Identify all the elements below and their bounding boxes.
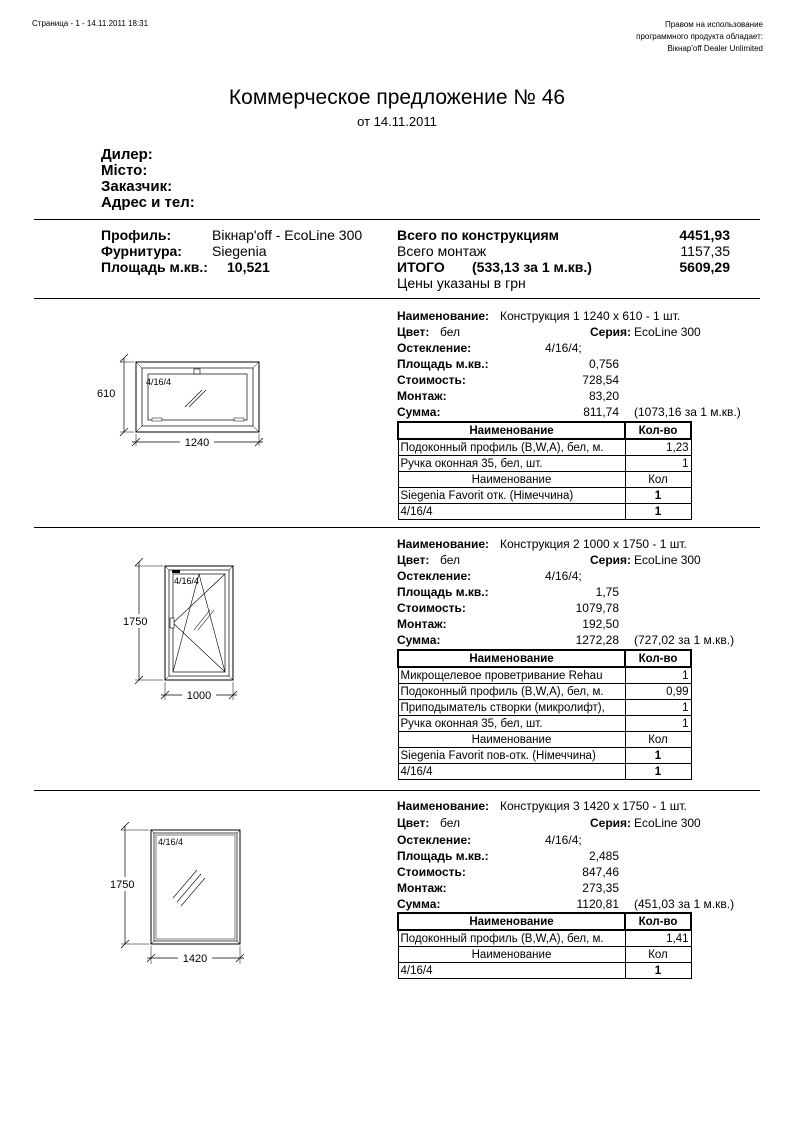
item-name: Подоконный профиль (B,W,A), бел, м. [398,684,625,700]
city-label: Місто: [101,162,148,179]
name-label-3: Наименование: [397,799,490,813]
glazing-label-2: Остекление: [397,569,472,583]
profile-value: Вікнар'off - EcoLine 300 [212,227,363,243]
col-qty-header-2: Кол [625,472,691,488]
glazing-label-3: Остекление: [397,833,472,847]
window-drawing-2 [118,558,248,706]
rights-line-3: Вікнар'off Dealer Unlimited [667,44,763,53]
col-name-header-2: Наименование [398,472,625,488]
cost-value-3: 847,46 [582,865,619,879]
profile-label: Профиль: [101,227,172,243]
drawing-width-label-1: 1240 [184,437,210,449]
glazing-label-1: Остекление: [397,341,472,355]
rights-notice [636,19,763,55]
item-qty: 1 [625,716,691,732]
drawing-glass-label-2: 4/16/4 [174,576,200,586]
color-label-2: Цвет: [397,553,430,567]
item-name: Подоконный профиль (B,W,A), бел, м. [398,439,625,456]
table-row [398,748,691,764]
hardware-label: Фурнитура: [101,243,182,259]
drawing-glass-label-3: 4/16/4 [158,837,184,847]
divider [34,527,760,528]
item-qty: 1 [625,667,691,684]
cost-value-1: 728,54 [582,373,619,387]
sum-value-2: 1272,28 [575,633,619,647]
col-qty-header-2: Кол [625,947,691,963]
item-qty: 1,23 [625,439,691,456]
install-label-2: Монтаж: [397,617,447,631]
install-value-2: 192,50 [582,617,619,631]
drawing-height-label-3: 1750 [110,879,135,891]
col-name-header-2: Наименование [398,732,625,748]
area-label-2: Площадь м.кв.: [397,585,489,599]
install-label-3: Монтаж: [397,881,447,895]
drawing-glass-label-1: 4/16/4 [146,377,172,387]
dealer-label: Дилер: [101,146,153,163]
table-subheader [398,732,691,748]
per-m2-1: (1073,16 за 1 м.кв.) [634,405,741,419]
table-row [398,504,691,520]
install-label-1: Монтаж: [397,389,447,403]
construction-name-2: Конструкция 2 1000 х 1750 - 1 шт. [500,537,687,551]
color-label-3: Цвет: [397,816,430,830]
table-header [398,650,691,667]
area-value-3: 2,485 [588,849,619,863]
color-value-2: бел [440,553,461,567]
area-value-1: 0,756 [588,357,619,371]
col-name-header: Наименование [398,422,625,439]
item-qty: 1 [625,488,691,504]
item-qty: 1 [625,764,691,780]
cost-value-2: 1079,78 [575,601,619,615]
rights-line-1: Правом на использование [665,20,763,29]
table-header [398,913,691,930]
total-install-value: 1157,35 [680,243,730,259]
sum-label-1: Сумма: [397,405,441,419]
window-drawing-1 [90,352,280,450]
item-name: Ручка оконная 35, бел, шт. [398,716,625,732]
item-qty: 1 [625,456,691,472]
sum-label-3: Сумма: [397,897,441,911]
item-name: Подоконный профиль (B,W,A), бел, м. [398,930,625,947]
sum-value-1: 811,74 [583,405,619,419]
series-value-1: EcoLine 300 [634,325,701,339]
item-qty: 1 [625,748,691,764]
area-label-3: Площадь м.кв.: [397,849,489,863]
items-table-2 [397,649,692,780]
color-value-3: бел [440,816,461,830]
col-qty-header: Кол-во [625,650,691,667]
address-label: Адрес и тел: [101,194,195,211]
series-value-2: EcoLine 300 [634,553,701,567]
series-value-3: EcoLine 300 [634,816,701,830]
table-row [398,700,691,716]
cost-label-2: Стоимость: [397,601,466,615]
table-row [398,764,691,780]
drawing-width-label-3: 1420 [182,953,208,965]
color-value-1: бел [440,325,461,339]
customer-label: Заказчик: [101,178,173,195]
item-qty: 1 [625,504,691,520]
item-name: Siegenia Favorit отк. (Німеччина) [398,488,625,504]
glazing-value-2: 4/16/4; [545,569,582,583]
per-m2-2: (727,02 за 1 м.кв.) [634,633,735,647]
total-constructions-value: 4451,93 [679,227,730,243]
glazing-value-3: 4/16/4; [545,833,582,847]
construction-name-3: Конструкция 3 1420 х 1750 - 1 шт. [500,799,687,813]
item-qty: 1 [625,963,691,979]
item-name: 4/16/4 [398,764,625,780]
sum-value-3: 1120,81 [576,897,619,911]
color-label-1: Цвет: [397,325,430,339]
table-header [398,422,691,439]
itogo-value: 5609,29 [679,259,730,275]
item-name: Приподыматель створки (микролифт), [398,700,625,716]
construction-name-1: Конструкция 1 1240 х 610 - 1 шт. [500,309,681,323]
item-name: Микрощелевое проветривание Rehau [398,667,625,684]
drawing-height-label-2: 1750 [123,616,148,628]
table-row [398,684,691,700]
total-constructions-label: Всего по конструкциям [397,227,560,243]
col-name-header-2: Наименование [398,947,625,963]
cost-label-3: Стоимость: [397,865,466,879]
window-drawing-3 [105,822,255,970]
col-name-header: Наименование [398,913,625,930]
total-install-label: Всего монтаж [397,243,487,259]
item-qty: 0,99 [625,684,691,700]
col-qty-header: Кол-во [625,913,691,930]
divider [34,298,760,299]
area-value: 10,521 [227,259,270,275]
area-label: Площадь м.кв.: [101,259,208,275]
document-date: от 14.11.2011 [357,114,437,129]
item-name: 4/16/4 [398,504,625,520]
table-row [398,963,691,979]
table-subheader [398,472,691,488]
glazing-value-1: 4/16/4; [545,341,582,355]
table-subheader [398,947,691,963]
item-qty: 1,41 [625,930,691,947]
hardware-value: Siegenia [212,243,267,259]
divider [34,219,760,220]
page-info: Страница - 1 - 14.11.2011 18:31 [32,19,149,28]
table-row [398,667,691,684]
drawing-height-label-1: 610 [97,388,116,400]
series-label-3: Серия: [590,816,632,830]
name-label-2: Наименование: [397,537,490,551]
name-label-1: Наименование: [397,309,490,323]
col-qty-header-2: Кол [625,732,691,748]
per-m2-3: (451,03 за 1 м.кв.) [634,897,735,911]
currency-note: Цены указаны в грн [397,275,526,291]
items-table-1 [397,421,692,520]
items-table-3 [397,912,692,979]
rights-line-2: программного продукта обладает: [636,32,763,41]
cost-label-1: Стоимость: [397,373,466,387]
series-label-1: Серия: [590,325,632,339]
table-row [398,488,691,504]
col-name-header: Наименование [398,650,625,667]
document-title: Коммерческое предложение № 46 [228,86,566,109]
drawing-width-label-2: 1000 [186,690,212,702]
table-row [398,716,691,732]
col-qty-header: Кол-во [625,422,691,439]
table-row [398,930,691,947]
itogo-label: ИТОГО [397,259,445,275]
area-value-2: 1,75 [595,585,619,599]
sum-label-2: Сумма: [397,633,441,647]
itogo-per-m2: (533,13 за 1 м.кв.) [472,259,592,275]
series-label-2: Серия: [590,553,632,567]
item-name: 4/16/4 [398,963,625,979]
table-row [398,439,691,456]
item-name: Ручка оконная 35, бел, шт. [398,456,625,472]
install-value-1: 83,20 [588,389,619,403]
table-row [398,456,691,472]
install-value-3: 273,35 [582,881,619,895]
item-name: Siegenia Favorit пов-отк. (Німеччина) [398,748,625,764]
area-label-1: Площадь м.кв.: [397,357,489,371]
divider [34,790,760,791]
item-qty: 1 [625,700,691,716]
